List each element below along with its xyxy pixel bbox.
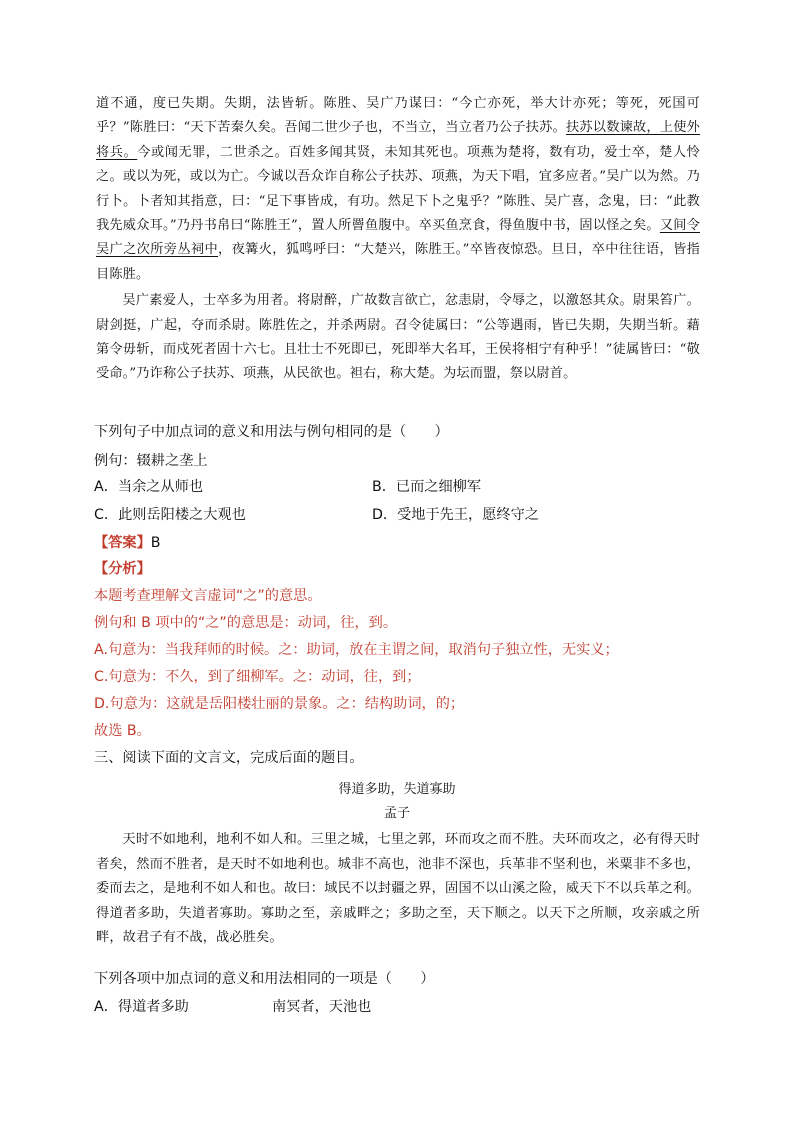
answer-label: 【答案】	[94, 535, 151, 551]
answer-line	[94, 532, 161, 554]
passage-paragraph-2: 吴广素爱人，士卒多为用者。将尉醉，广故数言欲亡，忿恚尉，令辱之，以激怒其众。尉果笞广。尉剑挺，广起，夺而杀尉。陈胜佐之，并杀两尉。召令徒属曰：“公等遇雨，皆已失期，失期当斩。藉第令毋斩，而戍死者固十六七。且壮士不死即已，死即举大名耳，王侯将相宁有种乎！”徒属皆曰：“敬受命。”乃诈称公子扶苏、项燕，从民欲也。袒右，称大楚。为坛而盟，祭以尉首。	[96, 293, 700, 382]
essay-text: 天时不如地利，地利不如人和。三里之城，七里之郭，环而攻之而不胜。夫环而攻之，必有得天时者矣，然而不胜者，是天时不如地利也。城非不高也，池非不深也，兵革非不坚利也，米粟非不多也，委而去之，是地利不如人和也。故曰：域民不以封疆之界，固国不以山溪之险，威天下不以兵革之利。得道者多助，失道者寡助。寡助之至，亲戚畔之；多助之至，天下顺之。以天下之所顺，攻亲戚之所畔，故君子有不战，战必胜矣。	[96, 832, 700, 946]
analysis-line: 本题考查理解文言虚词“之”的意思。	[94, 588, 322, 604]
question-1-stem: 下列句子中加点词的意义和用法与例句相同的是（ ）	[94, 424, 449, 440]
underlined-sentence: 又间令吴广之次所旁丛祠中	[96, 218, 700, 258]
question-2-stem: 下列各项中加点词的意义和用法相同的一项是（ ）	[94, 971, 435, 987]
passage-chen-sheng	[96, 92, 700, 387]
analysis-line: C.句意为：不久，到了细柳军。之：动词，往，到；	[94, 669, 421, 685]
analysis-line: 例句和 B 项中的“之”的意思是：动词，往，到。	[94, 615, 398, 631]
analysis-label: 【分析】	[94, 561, 151, 577]
essay-author: 孟子	[383, 806, 410, 821]
option-d: D．受地于先王，愿终守之	[372, 507, 539, 523]
example-sentence: 例句：辍耕之垄上	[94, 453, 208, 469]
essay-title: 得道多助，失道寡助	[338, 782, 456, 797]
option-c: C．此则岳阳楼之大观也	[94, 507, 246, 523]
option-a: A．当余之从师也	[94, 479, 204, 495]
q2-option-a-right: 南冥者，天池也	[272, 999, 372, 1015]
analysis-line: A.句意为：当我拜师的时候。之：助词，放在主谓之间，取消句子独立性，无实义；	[94, 642, 619, 658]
underlined-sentence: 扶苏以数谏故，上使外将兵。	[96, 120, 700, 160]
passage-paragraph-1: 道不通，度已失期。失期，法皆斩。陈胜、吴广乃谋曰：“今亡亦死，举大计亦死；等死，死国可乎？”陈胜曰：“天下苦秦久矣。吾闻二世少子也，不当立，当立者乃公子扶苏。扶苏以数谏故，上使外将兵。今或闻无罪，二世杀之。百姓多闻其贤，未知其死也。项燕为楚将，数有功，爱士卒，楚人怜之。或以为死，或以为亡。今诚以吾众诈自称公子扶苏、项燕，为天下唱，宜多应者。”吴广以为然。乃行卜。卜者知其指意，曰：“足下事皆成，有功。然足下卜之鬼乎？”陈胜、吴广喜，念鬼，曰：“此教我先威众耳。”乃丹书帛曰“陈胜王”，置人所罾鱼腹中。卒买鱼烹食，得鱼腹中书，固以怪之矣。又间令吴广之次所旁丛祠中，夜篝火，狐鸣呼曰：“大楚兴，陈胜王。”卒皆夜惊恐。旦日，卒中往往语，皆指目陈胜。	[96, 96, 700, 282]
analysis-line: D.句意为：这就是岳阳楼壮丽的景象。之：结构助词，的；	[94, 696, 465, 712]
option-b: B．已而之细柳军	[372, 479, 482, 495]
answer-value: B	[150, 535, 161, 551]
q2-option-a-left: A．得道者多助	[94, 999, 189, 1015]
section-3-heading: 三、阅读下面的文言文，完成后面的题目。	[94, 750, 364, 766]
conclusion-line: 故选 B。	[94, 723, 151, 739]
